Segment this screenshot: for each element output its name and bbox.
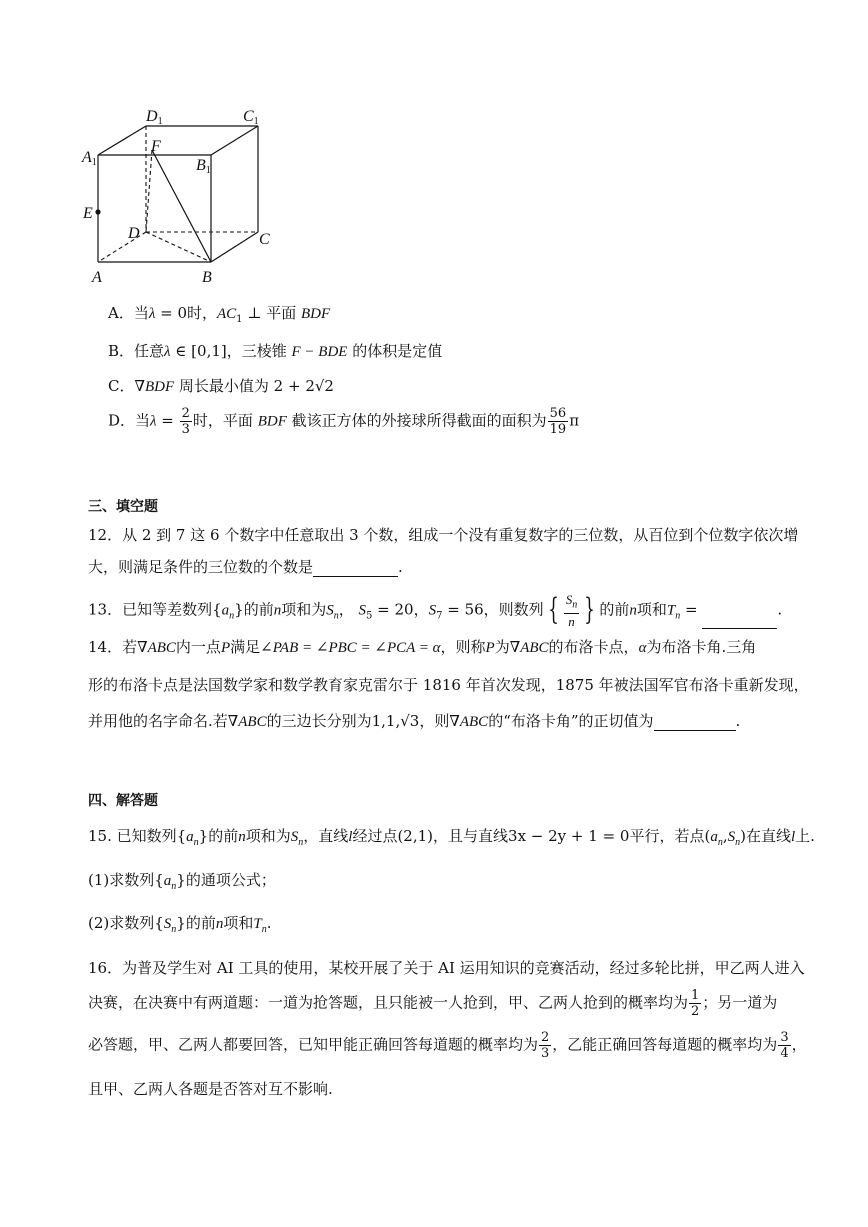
q14-line1: 14．若∇ABC内一点P满足∠PAB = ∠PBC = ∠PCA = α，则称P为∇ABC的布洛卡点，α为布洛卡角.三角 bbox=[88, 638, 757, 656]
option-b[interactable]: B．任意λ ∈ [0,1]，三棱锥 F − BDE 的体积是定值 bbox=[108, 342, 443, 360]
q15: 15. 已知数列$\{a_n\}$的前n项和为$S_n$，直线l经过点(2,1)，且与直线3x − 2y + 1 = 0平行，若点$(a_n,S_n)$在直线l上. bbox=[88, 827, 815, 848]
option-d[interactable]: D．当λ = $\frac{2}{3}$ 时，平面 BDF 截该正方体的外接球所得截面的面积为 $\frac{56}{19}$ π bbox=[108, 406, 580, 437]
fraction-2-3-q16: $\frac{2}{3}$ bbox=[541, 1030, 550, 1061]
q16-line1: 16．为普及学生对 AI 工具的使用，某校开展了关于 AI 运用知识的竞赛活动，经过多轮比拼，甲乙两人进入 bbox=[88, 959, 805, 977]
q15-part1: (1)求数列$\{a_n\}$的通项公式； bbox=[88, 871, 276, 892]
label-a1: A1 bbox=[82, 149, 97, 168]
q16-line2: 决赛，在决赛中有两道题：一道为抢答题，且只能被一人抢到，甲、乙两人抢到的概率均为 $\frac{1}{2}$ ；另一道为 bbox=[88, 988, 778, 1019]
q15-part2: (2)求数列$\{S_n\}$的前n项和$T_n$. bbox=[88, 914, 272, 935]
q13: 13．已知等差数列$\{a_n\}$的前n项和为$S_n$， $S_5 = 20$，$S_7 = 56$，则数列 { $\frac{S_n}{n}$ } 的前n项和$T_n$ = . bbox=[88, 592, 783, 629]
section-answers: 四、解答题 bbox=[88, 793, 158, 809]
answer-blank-q14[interactable] bbox=[654, 716, 736, 731]
q16-line4: 且甲、乙两人各题是否答对互不影响. bbox=[88, 1080, 333, 1098]
fraction-3-4: $\frac{3}{4}$ bbox=[780, 1030, 789, 1061]
label-b: B bbox=[202, 269, 212, 286]
label-c1: C1 bbox=[243, 108, 259, 127]
fraction-sn-n: $\frac{S_n}{n}$ bbox=[565, 592, 578, 629]
q12-line1: 12．从 2 到 7 这 6 个数字中任意取出 3 个数，组成一个没有重复数字的三位数，从百位到个位数字依次增 bbox=[88, 526, 799, 544]
fraction-2-3: $\frac{2}{3}$ bbox=[181, 406, 190, 437]
label-f: F bbox=[151, 138, 161, 155]
label-e: E bbox=[83, 205, 93, 222]
label-a: A bbox=[92, 269, 102, 286]
option-a[interactable]: A．当λ = 0时，$AC_1$ ⊥ 平面 BDF bbox=[108, 304, 331, 325]
cube-figure bbox=[78, 100, 288, 295]
answer-blank-q12[interactable] bbox=[313, 562, 398, 577]
label-c: C bbox=[259, 231, 270, 248]
q14-line3: 并用他的名字命名.若∇ABC的三边长分别为1,1,√3，则∇ABC的“布洛卡角”的正切值为 . bbox=[88, 712, 741, 730]
answer-blank-q13[interactable] bbox=[702, 614, 777, 629]
q12-line2: 大，则满足条件的三位数的个数是 . bbox=[88, 558, 403, 576]
section-fill-in: 三、填空题 bbox=[88, 499, 158, 515]
fraction-1-2: $\frac{1}{2}$ bbox=[691, 988, 700, 1019]
label-d: D bbox=[128, 225, 140, 242]
q16-line3: 必答题，甲、乙两人都要回答，已知甲能正确回答每道题的概率均为 $\frac{2}{3}$ ，乙能正确回答每道题的概率均为 $\frac{3}{4}$ ， bbox=[88, 1030, 807, 1061]
option-c[interactable]: C．∇BDF 周长最小值为 2 + 2√2 bbox=[108, 377, 334, 395]
label-b1: B1 bbox=[196, 157, 211, 176]
fraction-56-19: $\frac{56}{19}$ bbox=[549, 406, 567, 437]
q14-line2: 形的布洛卡点是法国数学家和数学教育家克雷尔于 1816 年首次发现，1875 年被法国军官布洛卡重新发现， bbox=[88, 676, 809, 694]
label-d1: D1 bbox=[146, 108, 163, 127]
